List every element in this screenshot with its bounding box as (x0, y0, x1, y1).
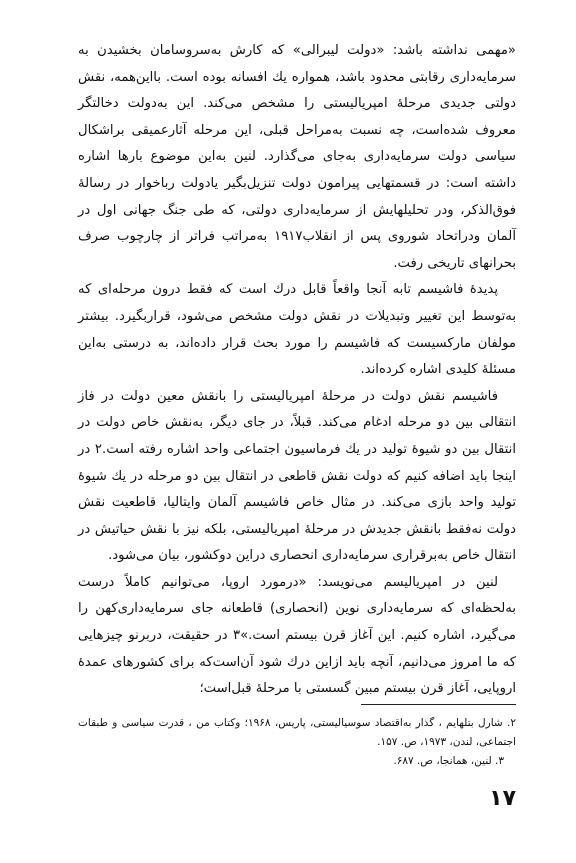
paragraph-2: پدیدهٔ فاشیسم تابه آنجا واقعاً قابل درك است که فقط درون مرحله‌ای که بەتوسط این تغییر وتبدیلات در نقش دولت مشخص می‌شود، قراربگیرد. بیشتر مولفان مارکسیست که فاشیسم را مورد بحث قرار داده‌اند، به درستی بەاین مسئلهٔ کلیدی اشاره کرده‌اند. (78, 282, 516, 378)
footnote-3: ۳. لنین، همانجا، ص. ۶۸۷. (393, 755, 504, 767)
footnote-divider (361, 704, 516, 705)
paragraph-4: لنین در امپریالیسم می‌نویسد: «درمورد اروپا، می‌توانیم کاملاً درست بەلحظه‌ای که سرمایەداری نوین (انحصاری) قاطعانه جای سرمایەداری‌کهن را می‌گیرد، اشاره کنیم. این آغاز قرن بیستم است.»۳ در حقیقت، دربرنو چیزهایی که ما امروز می‌دانیم، آنچه باید ازاین درك شود آن‌است‌که برای کشورهای عمدهٔ اروپایی، آغاز قرن بیستم مبین گسستی با مرحلهٔ قبل‌است؛ (78, 574, 516, 697)
page-number: ۱۷ (489, 786, 516, 811)
book-page (78, 38, 516, 818)
footnote-2: ۲. شارل بتلهایم ، گذار بەاقتصاد سوسیالیستی، پاریس، ۱۹۶۸؛ وکتاب من ، قدرت سیاسی و طبقات اجتماعی، لندن، ۱۹۷۳، ص. ۱۵۷. (78, 717, 516, 748)
paragraph-3: فاشیسم نقش دولت در مرحلهٔ امپریالیستی را بانقش معین دولت در فاز انتقالی بین دو مرحله ادغام می‌کند. قبلاً، در جای دیگر، بەنقش خاص دولت در انتقال بین دو شیوهٔ تولید در یك فرماسیون اجتماعی واحد اشاره رفته است.۲ در اینجا باید اضافه کنیم که دولت نقش قاطعی در انتقال بین دو مرحله در یك شیوهٔ تولید واحد بازی می‌کند. در مثال خاص فاشیسم آلمان وایتالیا، قاطعیت نقش دولت نەفقط بانقش جدیدش در مرحلهٔ امپریالیستی، بلکه نیز با نقش حیاتیش در انتقال خاص بەبرقراری سرمایه‌داری انحصاری دراین دوکشور، بیان می‌شود. (78, 388, 516, 564)
paragraph-1: «مهمی نداشته باشد: «دولت لیبرالی» که کارش بەسروسامان بخشیدن به سرمایەداری رقابتی محدود باشد، همواره یك افسانه بوده است. بااین‌همه، نقش دولتی جدیدی مرحلهٔ امپریالیستی را مشخص می‌کند. این بەدولت دخالتگر معروف شده‌است، چه نسبت بەمراحل قبلی، این مرحله آثارعمیقی براشکال سیاسی دولت سرمایەداری بەجای می‌گذارد. لنین بەاین موضوع بارها اشاره داشته است: در قسمتهایی پیرامون دولت تنزیل‌بگیر یادولت رباخوار در رسالهٔ فوق‌الذکر، ودر تحلیلهایش از سرمایەداری دولتی، که طی جنگ جهانی اول در آلمان ودراتحاد شوروی پس از انقلاب۱۹۱۷ بەمراتب فراتر از چارچوب صرف بحرانهای تاریخی رفت. (78, 43, 516, 271)
footnotes (78, 714, 516, 771)
